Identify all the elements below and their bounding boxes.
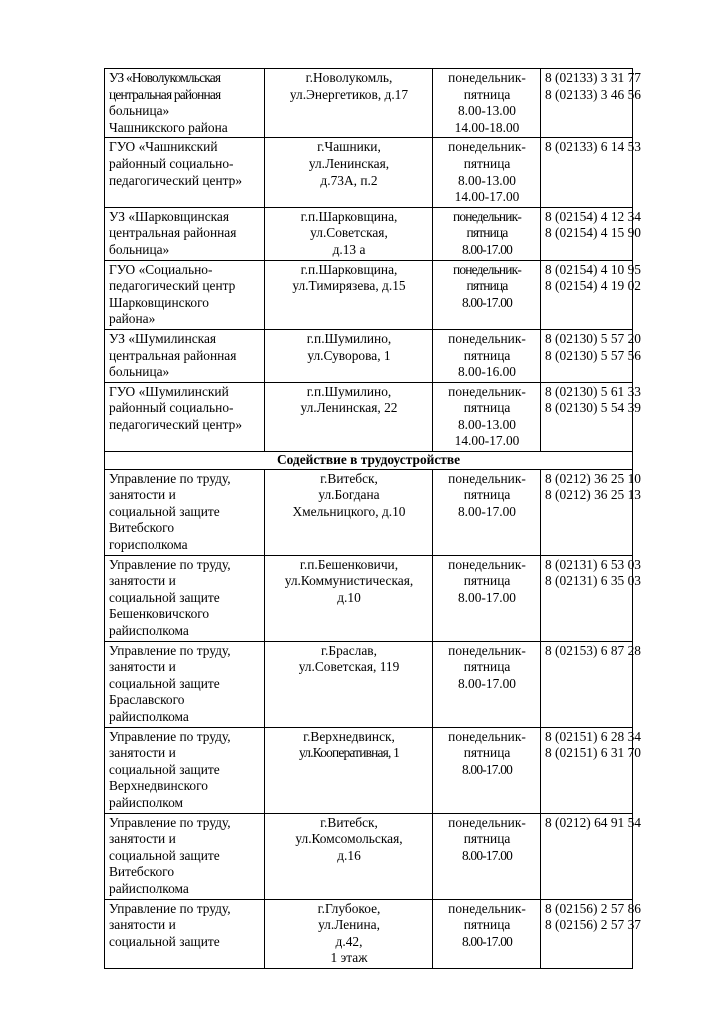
address-cell (265, 555, 433, 641)
org-name-cell (105, 899, 265, 968)
section-header-body (105, 452, 633, 470)
working-hours-line: понедельник- (448, 470, 526, 486)
address-line: ул.Советская, (310, 225, 388, 241)
working-hours-cell (433, 260, 541, 329)
working-hours-cell (433, 641, 541, 727)
working-hours-line: пятница (463, 400, 511, 416)
phone-numbers-cell (541, 329, 641, 382)
table-row (105, 260, 633, 329)
org-name-line: занятости и (109, 573, 176, 589)
org-name-line: социальной защите (109, 503, 220, 519)
phone-numbers-line: 8 (0212) 36 25 13 (545, 487, 641, 503)
table-row (105, 727, 633, 813)
working-hours-line: 14.00-17.00 (454, 189, 520, 205)
org-name-cell (105, 260, 265, 329)
address-cell (265, 69, 433, 138)
phone-numbers-cell (541, 138, 641, 207)
phone-numbers-cell (541, 555, 641, 641)
address-line: д.10 (337, 589, 361, 605)
table-row (105, 899, 633, 968)
address-cell (265, 813, 433, 899)
working-hours-line: пятница (463, 745, 511, 761)
phone-numbers-cell (541, 813, 641, 899)
org-name-line: Управление по труду, (109, 900, 231, 916)
org-name-line: райисполкома (109, 708, 189, 724)
org-name-line: социальной защите (109, 933, 220, 949)
address-line: ул.Ленинская, (308, 155, 390, 171)
org-name-line: социальной защите (109, 761, 220, 777)
working-hours-line: 8.00-17.00 (461, 847, 513, 863)
address-line: Хмельницкого, д.10 (292, 503, 406, 519)
working-hours-line: 8.00-17.00 (457, 589, 517, 605)
phone-numbers-cell (541, 260, 641, 329)
phone-numbers-line: 8 (02131) 6 53 03 (545, 556, 641, 572)
org-name-line: райисполкома (109, 880, 189, 896)
org-name-line: педагогический центр (109, 278, 236, 294)
working-hours-line: 14.00-17.00 (454, 433, 520, 449)
working-hours-cell (433, 469, 541, 555)
org-name-line: УЗ «Шумилинская (109, 330, 217, 346)
org-name-cell (105, 727, 265, 813)
org-name-line: райисполкома (109, 623, 189, 638)
address-line: г.п.Шарковщина, (300, 261, 398, 277)
org-name-line: районный социально- (109, 155, 234, 171)
working-hours-cell (433, 207, 541, 260)
phone-numbers-line: 8 (02151) 6 28 34 (545, 728, 641, 744)
table-row (105, 469, 633, 555)
phone-numbers-line: 8 (02130) 5 57 56 (545, 347, 641, 363)
contacts-table (104, 68, 641, 969)
working-hours-line: понедельник- (452, 261, 522, 277)
address-cell (265, 260, 433, 329)
org-name-line: ГУО «Социально- (109, 261, 213, 277)
table-row (105, 813, 633, 899)
working-hours-cell (433, 69, 541, 138)
org-name-line: центральная районная (109, 86, 221, 102)
org-name-line: УЗ «Новолукомльская (109, 70, 221, 85)
phone-numbers-line: 8 (02154) 4 12 34 (545, 208, 641, 224)
phone-numbers-line: 8 (02130) 5 61 33 (545, 383, 641, 399)
address-line: ул.Коммунистическая, (284, 573, 414, 589)
address-line: г.Новолукомль, (305, 70, 393, 85)
working-hours-cell (433, 555, 541, 641)
working-hours-cell (433, 813, 541, 899)
org-name-cell (105, 382, 265, 451)
address-line: д.16 (337, 847, 361, 863)
working-hours-cell (433, 382, 541, 451)
org-name-line: центральная районная (109, 225, 237, 241)
phone-numbers-line: 8 (02130) 5 57 20 (545, 330, 641, 346)
address-line: г.Чашники, (317, 139, 381, 155)
working-hours-line: понедельник- (448, 556, 526, 572)
address-cell (265, 382, 433, 451)
org-name-line: педагогический центр» (109, 416, 243, 432)
table-body-top (105, 69, 641, 452)
address-line: г.Витебск, (320, 814, 378, 830)
working-hours-line: 8.00-13.00 (457, 172, 517, 188)
phone-numbers-line: 8 (02151) 6 31 70 (545, 745, 641, 761)
org-name-line: Витебского (109, 520, 175, 536)
working-hours-cell (433, 329, 541, 382)
address-line: ул.Энергетиков, д.17 (289, 86, 409, 102)
table-row (105, 329, 633, 382)
org-name-line: Браславского (109, 692, 185, 708)
org-name-line: ГУО «Чашникский (109, 139, 218, 155)
table-row (105, 555, 633, 641)
working-hours-line: 8.00-16.00 (457, 364, 517, 380)
address-cell (265, 641, 433, 727)
org-name-line: занятости и (109, 745, 176, 761)
phone-numbers-cell (541, 899, 641, 968)
address-line: ул.Ленина, (318, 917, 380, 933)
working-hours-line: пятница (463, 659, 511, 675)
org-name-line: райисполком (109, 794, 184, 810)
working-hours-line: понедельник- (448, 728, 526, 744)
phone-numbers-line: 8 (02133) 6 14 53 (545, 139, 641, 155)
working-hours-line: 8.00-17.00 (461, 933, 513, 949)
org-name-line: Чашникского района (109, 119, 228, 135)
section-header-row (105, 452, 633, 470)
org-name-line: Управление по труду, (109, 814, 231, 830)
org-name-line: Витебского (109, 864, 175, 880)
phone-numbers-line: 8 (02154) 4 15 90 (545, 225, 641, 241)
address-line: г.Верхнедвинск, (303, 728, 395, 744)
phone-numbers-line: 8 (02130) 5 54 39 (545, 400, 641, 416)
address-line: г.Глубокое, (317, 900, 381, 916)
org-name-line: Верхнедвинского (109, 778, 208, 794)
working-hours-line: понедельник- (448, 814, 526, 830)
org-name-line: Управление по труду, (109, 728, 231, 744)
address-line: 1 этаж (330, 950, 368, 966)
working-hours-line: понедельник- (448, 139, 526, 155)
org-name-line: социальной защите (109, 589, 220, 605)
working-hours-line: 8.00-17.00 (461, 241, 513, 257)
working-hours-line: 8.00-17.00 (457, 675, 517, 691)
working-hours-line: 8.00-13.00 (457, 416, 517, 432)
working-hours-line: понедельник- (448, 900, 526, 916)
address-line: ул.Кооперативная, 1 (299, 745, 399, 761)
phone-numbers-cell (541, 727, 641, 813)
org-name-line: Шарковщинского (109, 294, 209, 310)
phone-numbers-line: 8 (0212) 36 25 10 (545, 470, 641, 486)
working-hours-line: понедельник- (448, 642, 526, 658)
phone-numbers-cell (541, 69, 641, 138)
address-line: г.п.Шарковщина, (300, 208, 398, 224)
working-hours-line: понедельник- (452, 208, 522, 224)
working-hours-cell (433, 899, 541, 968)
working-hours-line: понедельник- (448, 330, 526, 346)
org-name-cell (105, 641, 265, 727)
org-name-line: Управление по труду, (109, 470, 231, 486)
org-name-line: педагогический центр» (109, 172, 243, 188)
address-line: ул.Комсомольская, (295, 831, 403, 847)
address-cell (265, 727, 433, 813)
address-cell (265, 207, 433, 260)
org-name-line: Управление по труду, (109, 556, 231, 572)
org-name-cell (105, 138, 265, 207)
working-hours-line: 8.00-13.00 (457, 103, 517, 119)
table-row (105, 207, 633, 260)
working-hours-line: пятница (463, 347, 511, 363)
address-line: г.Витебск, (320, 470, 378, 486)
org-name-line: центральная районная (109, 347, 237, 363)
address-line: д.73А, п.2 (320, 172, 378, 188)
org-name-line: занятости и (109, 831, 176, 847)
address-line: г.п.Шумилино, (306, 383, 392, 399)
table-row (105, 382, 633, 451)
phone-numbers-line: 8 (02156) 2 57 37 (545, 917, 641, 933)
working-hours-line: понедельник- (448, 383, 526, 399)
org-name-line: социальной защите (109, 675, 220, 691)
address-line: д.42, (335, 933, 363, 949)
address-line: ул.Богдана (318, 487, 380, 503)
phone-numbers-line: 8 (02154) 4 19 02 (545, 278, 641, 294)
org-name-line: больница» (109, 241, 170, 257)
table-row (105, 138, 633, 207)
phone-numbers-line: 8 (02133) 3 46 56 (545, 86, 641, 102)
working-hours-line: 14.00-18.00 (454, 119, 520, 135)
phone-numbers-line: 8 (02153) 6 87 28 (545, 642, 641, 658)
working-hours-line: пятница (463, 487, 511, 503)
org-name-line: занятости и (109, 659, 176, 675)
org-name-line: социальной защите (109, 847, 220, 863)
phone-numbers-line: 8 (02154) 4 10 95 (545, 261, 641, 277)
org-name-cell (105, 555, 265, 641)
phone-numbers-line: 8 (02156) 2 57 86 (545, 900, 641, 916)
working-hours-line: пятница (463, 155, 511, 171)
address-line: д.13 а (332, 241, 366, 257)
org-name-line: горисполкома (109, 537, 188, 553)
address-cell (265, 138, 433, 207)
working-hours-line: понедельник- (448, 70, 526, 85)
working-hours-line: 8.00-17.00 (461, 294, 513, 310)
address-line: ул.Суворова, 1 (307, 347, 391, 363)
org-name-line: занятости и (109, 487, 176, 503)
org-name-line: больница» (109, 103, 170, 119)
org-name-line: больница» (109, 364, 170, 380)
org-name-line: ГУО «Шумилинский (109, 383, 229, 399)
working-hours-line: пятница (463, 831, 511, 847)
org-name-cell (105, 469, 265, 555)
working-hours-line: пятница (463, 573, 511, 589)
org-name-line: занятости и (109, 917, 176, 933)
address-cell (265, 469, 433, 555)
working-hours-line: пятница (463, 86, 511, 102)
phone-numbers-cell (541, 469, 641, 555)
phone-numbers-line: 8 (0212) 64 91 54 (545, 814, 641, 830)
org-name-line: Управление по труду, (109, 642, 231, 658)
org-name-line: района» (109, 311, 156, 327)
address-cell (265, 329, 433, 382)
working-hours-line: пятница (463, 917, 511, 933)
org-name-cell (105, 207, 265, 260)
table-row (105, 69, 633, 138)
address-line: ул.Советская, 119 (298, 659, 400, 675)
phone-numbers-line: 8 (02131) 6 35 03 (545, 573, 641, 589)
address-cell (265, 899, 433, 968)
section-title: Содействие в трудоустройстве (105, 452, 633, 470)
working-hours-line: 8.00-17.00 (457, 503, 517, 519)
org-name-line: Бешенковичского (109, 606, 210, 622)
working-hours-line: пятница (466, 278, 508, 294)
org-name-cell (105, 329, 265, 382)
org-name-line: районный социально- (109, 400, 234, 416)
address-line: г.п.Бешенковичи, (299, 556, 399, 572)
working-hours-cell (433, 138, 541, 207)
working-hours-cell (433, 727, 541, 813)
address-line: г.Браслав, (321, 642, 377, 658)
org-name-line: УЗ «Шарковщинская (109, 208, 230, 224)
org-name-cell (105, 813, 265, 899)
address-line: г.п.Шумилино, (306, 330, 392, 346)
address-line: ул.Тимирязева, д.15 (292, 278, 406, 294)
working-hours-line: пятница (466, 225, 508, 241)
org-name-cell (105, 69, 265, 138)
working-hours-line: 8.00-17.00 (461, 761, 513, 777)
table-row (105, 641, 633, 727)
phone-numbers-cell (541, 207, 641, 260)
table-body-bottom (105, 469, 641, 968)
phone-numbers-line: 8 (02133) 3 31 77 (545, 70, 641, 85)
phone-numbers-cell (541, 382, 641, 451)
phone-numbers-cell (541, 641, 641, 727)
address-line: ул.Ленинская, 22 (300, 400, 398, 416)
